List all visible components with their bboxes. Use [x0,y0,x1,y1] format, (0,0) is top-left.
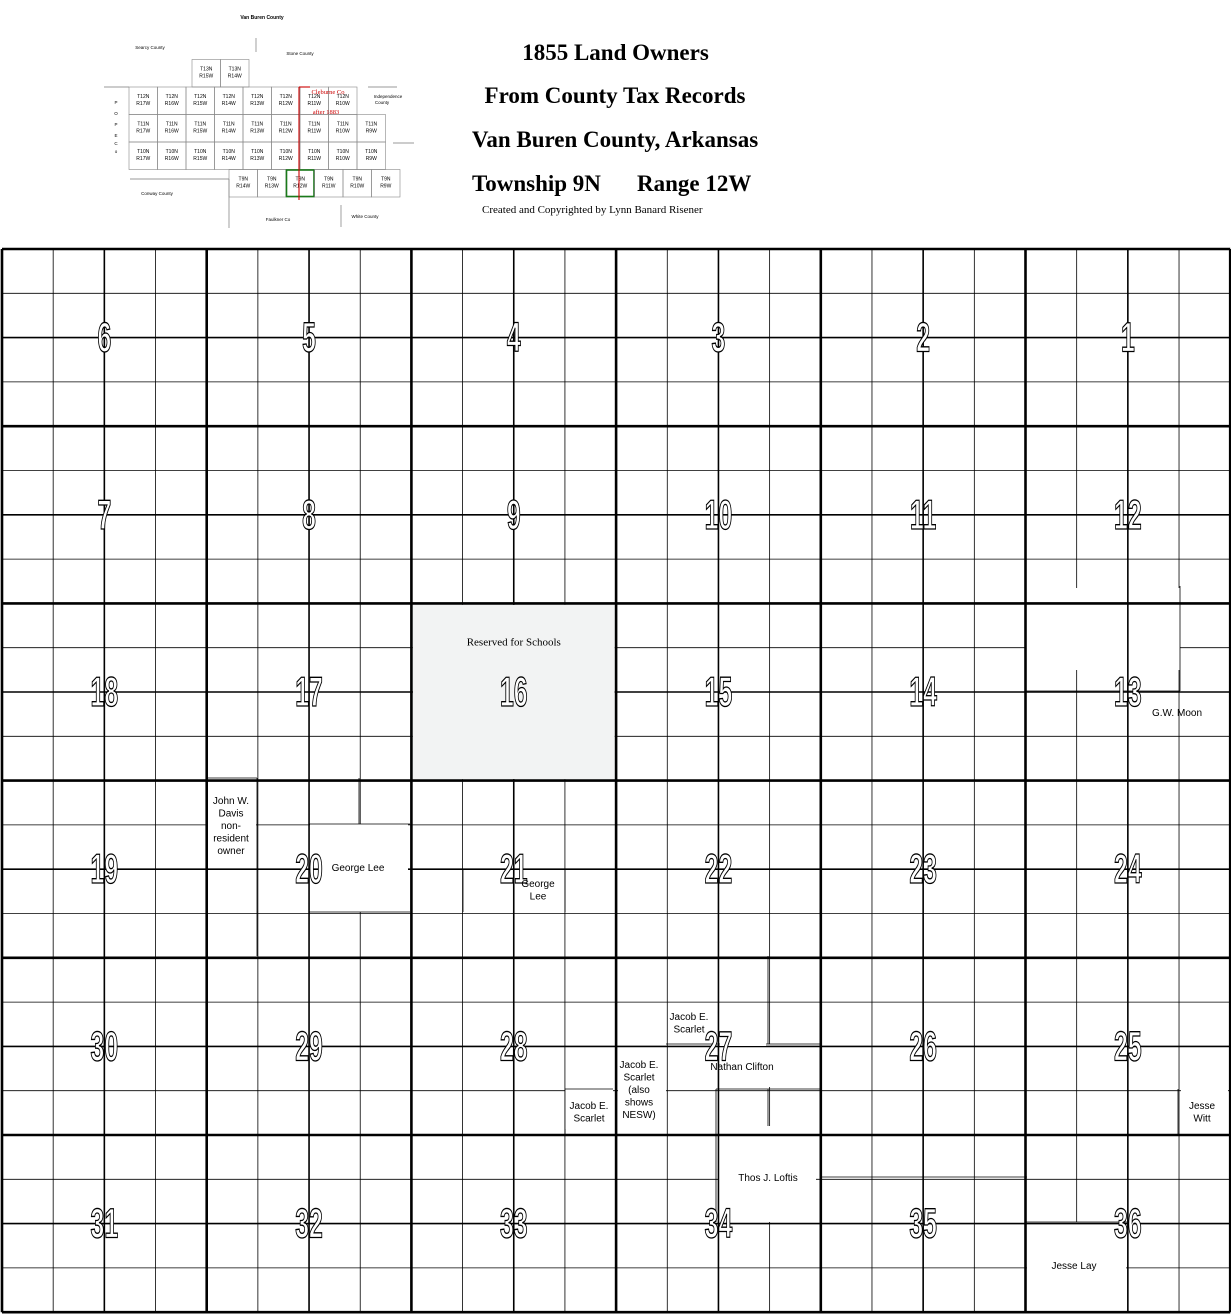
owner-label-jacob-scarlet-34: (also [628,1085,650,1096]
key-township-label: R14W [227,73,242,80]
key-township-label: T10N [336,149,349,155]
county-label: County [374,100,390,105]
key-township-label: T10N [194,149,207,155]
section-number: 22 [704,846,733,893]
county-label: Conway County [141,191,173,196]
cleburne-note: Cleburne Co [311,89,345,96]
range-label: Range 12W [637,171,752,196]
key-township-label: T12N [137,94,150,100]
section-number: 31 [90,1201,119,1248]
county-letter: C [114,141,118,146]
key-township-label: T9N [352,176,362,183]
key-township-label: T11N [308,121,321,128]
key-township-label: R12W [293,183,308,190]
school-reserved-label: Reserved for Schools [466,636,561,649]
owner-label-george-lee-20: George Lee [331,863,385,874]
section-number: 20 [295,846,323,893]
section-number: 4 [506,315,521,362]
township-label: Township 9N [472,171,601,196]
key-township-label: T12N [251,94,264,100]
owner-label-jacob-scarlet-34: NESW) [622,1110,656,1121]
key-township-label: T9N [324,176,334,183]
key-township-label: R12W [278,128,293,135]
key-map [0,0,420,240]
section-number: 6 [97,315,112,362]
county-label: Searcy County [135,45,165,50]
key-township-label: R14W [221,128,236,135]
key-township-label: R11W [307,101,322,107]
key-township-label: T12N [165,94,178,100]
section-number: 15 [704,669,733,716]
key-township-label: T13N [200,66,213,73]
county-letter: P [114,122,118,127]
key-township-label: T11N [336,121,349,128]
section-number: 30 [90,1023,119,1071]
key-township-label: T11N [222,121,235,128]
section-number: 24 [1114,846,1142,893]
section-number: 34 [704,1201,733,1248]
key-township-label: R10W [335,128,350,135]
owner-label-jacob-scarlet-28: Jacob E. [569,1101,609,1112]
section-number: 17 [295,669,323,716]
section-number: 19 [90,846,119,893]
key-township-label: T10N [365,149,378,155]
key-township-label: R13W [264,183,279,190]
key-township-label: T12N [194,94,207,100]
section-number: 13 [1114,669,1142,716]
section-number: 14 [909,669,937,716]
map-subtitle-source: From County Tax Records [484,83,746,108]
county-label: Faulkner Co [265,217,291,222]
key-township-label: T11N [137,121,150,128]
owner-label-thos-loftis: Thos J. Loftis [738,1173,798,1184]
key-township-label: R15W [193,101,208,107]
owner-label-jesse-lay: Jesse Lay [1051,1261,1097,1272]
key-township-label: T11N [365,121,378,128]
section-grid [0,246,1231,1315]
section-number: 3 [711,315,726,362]
section-number: 21 [499,846,528,893]
key-township-label: T11N [251,121,264,128]
owner-label-george-lee-21: George [521,879,555,890]
owner-label-jacob-scarlet-34: shows [624,1097,654,1109]
key-township-label: T9N [381,176,391,183]
section-number: 10 [704,492,733,539]
owner-label-nathan-clifton: Nathan Clifton [710,1062,774,1073]
key-township-label: T9N [267,176,277,183]
map-subtitle-county: Van Buren County, Arkansas [471,127,759,152]
key-township-label: R17W [136,156,151,162]
key-township-label: R17W [136,101,151,107]
owner-label-john-davis: non- [220,821,242,832]
key-township-label: R13W [250,101,265,107]
key-township-label: T11N [165,121,178,128]
owner-label-jesse-witt: Witt [1193,1113,1211,1125]
key-township-label: T12N [222,94,235,100]
key-township-label: R17W [136,128,151,135]
owner-label-john-davis: John W. [212,796,250,807]
owner-label-gw-moon: G.W. Moon [1151,708,1203,719]
county-label: Stone County [286,51,314,56]
key-township-label: R15W [193,156,208,162]
key-township-label: T9N [295,176,305,183]
county-letter: O [114,111,118,116]
owner-label-john-davis: resident [213,833,249,845]
key-township-label: T13N [228,66,241,73]
key-township-label: R14W [221,156,236,162]
key-township-label: R15W [193,128,208,135]
key-township-label: R14W [221,101,236,107]
copyright-credit: Created and Copyrighted by Lynn Banard Risener [482,204,703,216]
map-title: 1855 Land Owners [522,40,709,65]
key-township-label: T10N [222,149,235,155]
key-township-label: T10N [308,149,321,155]
key-township-label: R15W [199,73,214,80]
owner-parcel [1025,588,1180,670]
owner-label-jesse-witt: Jesse [1188,1101,1216,1112]
key-township-label: T12N [308,94,321,100]
section-number: 35 [909,1201,937,1248]
key-township-label: T10N [165,149,178,155]
section-number: 7 [97,492,112,539]
key-township-label: R11W [321,183,336,190]
owner-label-john-davis: owner [217,846,245,857]
county-letter: P [114,100,118,105]
section-number: 36 [1114,1201,1142,1248]
key-township-label: R10W [335,101,350,107]
owner-label-jacob-scarlet-27: Scarlet [673,1024,705,1036]
section-number: 9 [506,492,521,539]
county-label: Independence [373,94,403,99]
section-number: 5 [302,315,316,362]
section-number: 27 [704,1023,733,1071]
key-township-label: R12W [278,101,293,107]
section-number: 29 [295,1023,323,1071]
key-township-label: T10N [137,149,150,155]
key-township-label: R11W [307,156,322,162]
owner-label-john-davis: Davis [218,808,244,820]
key-township-label: R10W [335,156,350,162]
key-township-label: T9N [238,176,248,183]
owner-label-jacob-scarlet-34: Scarlet [623,1072,655,1084]
section-number: 23 [909,846,937,893]
key-township-label: T10N [251,149,264,155]
section-number: 18 [90,669,119,716]
key-map-title: Van Buren County [240,15,284,21]
section-number: 26 [909,1023,937,1071]
section-number: 25 [1114,1023,1142,1071]
owner-label-jacob-scarlet-28: Scarlet [573,1113,605,1125]
key-township-label: R10W [350,183,365,190]
section-number: 8 [302,492,316,539]
key-township-label: R16W [164,128,179,135]
cleburne-note: after 1883 [312,109,340,116]
key-township-label: R14W [236,183,251,190]
section-number: 28 [499,1023,528,1071]
key-township-label: T10N [279,149,292,155]
section-number: 12 [1114,492,1142,539]
section-number: 1 [1120,315,1135,362]
key-township-label: T11N [279,121,292,128]
section-number: 16 [499,669,528,716]
county-letter: o [114,149,118,154]
county-letter: E [114,133,118,138]
key-township-label: R13W [250,156,265,162]
key-township-label: R9W [380,183,392,190]
section-number: 2 [916,315,931,362]
section-number: 32 [295,1201,323,1248]
section-number: 11 [910,492,937,539]
owner-label-george-lee-21: Lee [529,891,547,903]
key-township-label: R9W [365,156,377,162]
key-township-label: R16W [164,156,179,162]
key-township-label: R13W [250,128,265,135]
section-number: 33 [499,1201,528,1248]
key-township-label: T12N [336,94,349,100]
key-township-label: T12N [279,94,292,100]
key-township-label: T11N [194,121,207,128]
owner-label-jacob-scarlet-27: Jacob E. [669,1012,709,1023]
owner-label-jacob-scarlet-34: Jacob E. [619,1060,659,1071]
county-label: White County [351,214,379,219]
key-township-label: R11W [307,128,322,135]
key-township-label: R9W [365,128,377,135]
key-township-label: R12W [278,156,293,162]
key-township-label: R16W [164,101,179,107]
